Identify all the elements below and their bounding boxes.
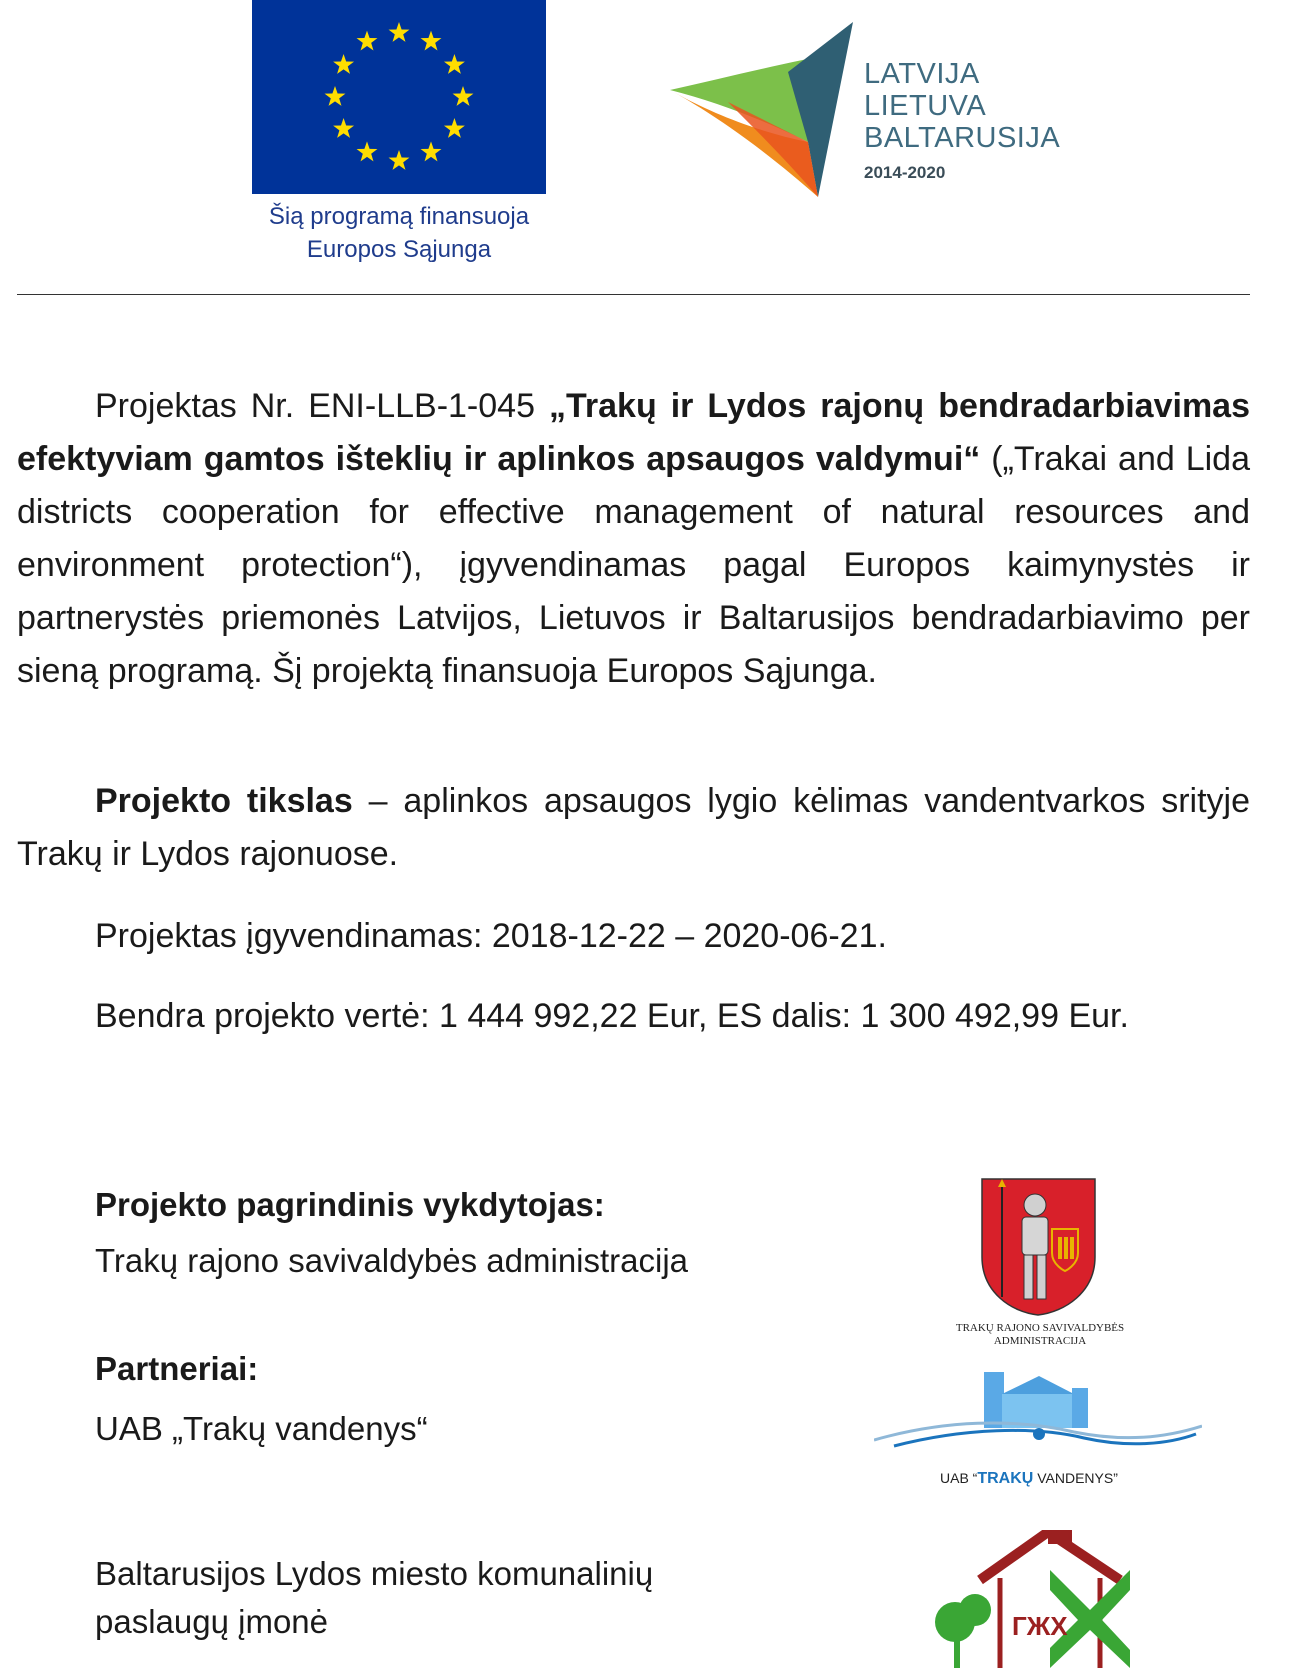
eu-star-icon [444, 118, 465, 138]
eu-star-icon [357, 141, 378, 161]
project-goal-paragraph [17, 775, 1250, 881]
partner-lida-utilities: Baltarusijos Lydos miesto komunalinių paslaugų įmonė [95, 1555, 654, 1640]
eu-star-icon [421, 141, 442, 161]
eu-star-icon [333, 54, 354, 74]
eu-stars-icon [252, 0, 546, 194]
eu-star-icon [333, 118, 354, 138]
trakai-coat-of-arms-icon [980, 1177, 1097, 1317]
water-caption-suffix: VANDENYS” [1033, 1470, 1118, 1486]
project-period: Projektas įgyvendinamas: 2018-12-22 – 2020-06-21. [95, 917, 887, 955]
eu-star-icon [389, 22, 410, 42]
eu-star-icon [389, 150, 410, 170]
eu-star-icon [444, 54, 465, 74]
water-logo-caption [940, 1470, 1118, 1488]
project-description-text: („Trakai and Lida districts cooperation for effective management of natural resources and environment protection“), įgyvendinamas pagal Europos kaimynystės ir partnerystės priemonės Latvijos, Lietuvos ir Baltarusijos bendradarbiavimo per sieną programą. Šį projektą finansuoja Europos Sąjunga. [17, 440, 1250, 690]
project-description-paragraph [17, 380, 1250, 698]
programme-line-latvija: LATVIJA [864, 58, 980, 90]
coat-of-arms-caption [930, 1322, 1150, 1348]
water-caption-prefix: UAB “ [940, 1470, 978, 1486]
lida-utilities-logo [930, 1530, 1140, 1668]
project-value: Bendra projekto vertė: 1 444 992,22 Eur, ES dalis: 1 300 492,99 Eur. [95, 997, 1129, 1035]
programme-line-lietuva: LIETUVA [864, 90, 987, 122]
water-caption-highlight: TRAKŲ [977, 1470, 1034, 1487]
executor-name: Trakų rajono savivaldybės administracija [95, 1242, 689, 1279]
eu-star-icon [421, 31, 442, 51]
eu-funding-caption [232, 200, 566, 266]
coat-caption-line-2: ADMINISTRACIJA [993, 1335, 1087, 1347]
programme-line-baltarusija: BALTARUSIJA [864, 122, 1061, 154]
partner-trakai-water: UAB „Trakų vandenys“ [95, 1410, 428, 1447]
project-title: „Trakų ir Lydos rajonų bendradarbiavimas efektyviam gamtos išteklių ir aplinkos apsaugos valdymui“ [17, 387, 1250, 478]
project-goal-label: Projekto tikslas [95, 782, 353, 820]
programme-years: 2014-2020 [864, 163, 946, 182]
eu-flag-logo [252, 0, 546, 194]
header-divider [17, 294, 1250, 295]
programme-triangle-logo [668, 22, 868, 197]
eu-caption-line-1: Šią programą finansuoja [268, 203, 530, 230]
project-number: Projektas Nr. ENI-LLB-1-045 [95, 387, 549, 425]
partners-label: Partneriai: [95, 1350, 259, 1387]
project-goal-text: – aplinkos apsaugos lygio kėlimas vandentvarkos srityje Trakų ir Lydos rajonuose. [17, 782, 1250, 873]
executor-label: Projekto pagrindinis vykdytojas: [95, 1186, 605, 1223]
eu-star-icon [357, 31, 378, 51]
trakai-water-logo [874, 1368, 1202, 1456]
programme-name [864, 58, 1060, 154]
eu-star-icon [325, 86, 346, 106]
lida-logo-letters: ГЖХ [1012, 1611, 1068, 1641]
eu-star-icon [453, 86, 474, 106]
coat-caption-line-1: TRAKŲ RAJONO SAVIVALDYBĖS [955, 1322, 1125, 1334]
eu-caption-line-2: Europos Sąjunga [306, 236, 492, 263]
